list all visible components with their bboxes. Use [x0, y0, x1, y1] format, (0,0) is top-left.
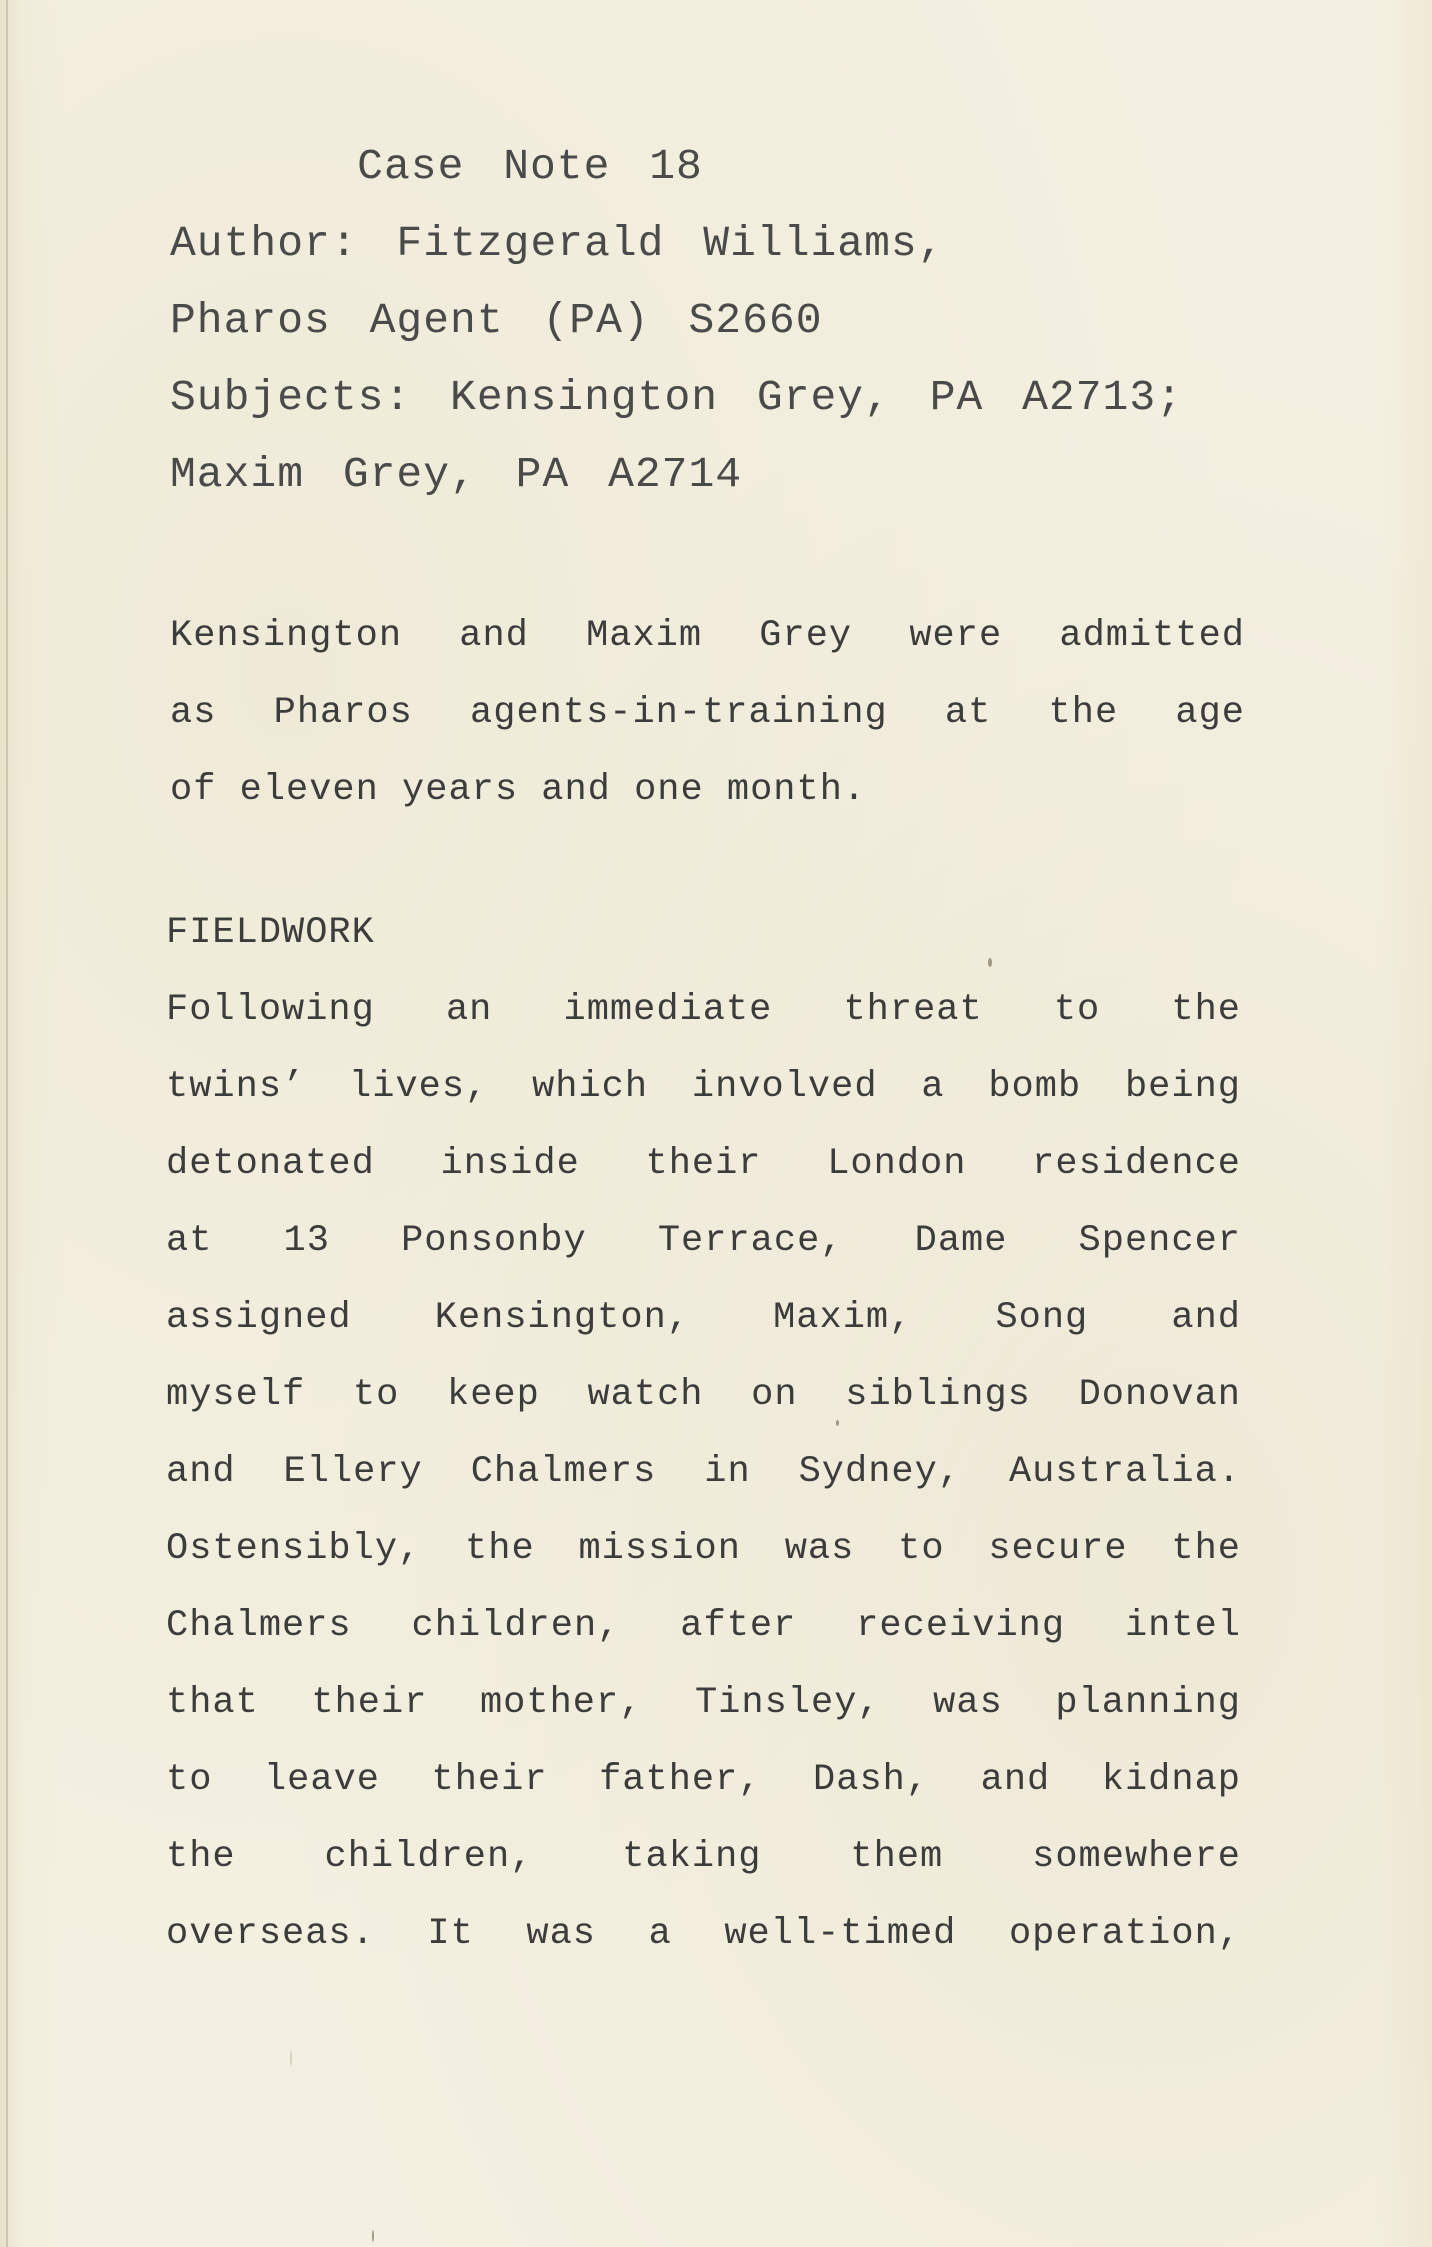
paragraph-line: overseas. It was a well-timed operation,: [166, 1913, 1241, 1955]
paper-speck: [372, 2230, 374, 2242]
paragraph-line: Ostensibly, the mission was to secure the: [166, 1528, 1241, 1570]
author-line: Author: Fitzgerald Williams,: [170, 219, 945, 268]
page-edge-shadow: [6, 0, 8, 2247]
paragraph-line: at 13 Ponsonby Terrace, Dame Spencer: [166, 1220, 1241, 1262]
fieldwork-section: [166, 895, 1241, 1973]
paragraph-line: and Ellery Chalmers in Sydney, Australia.: [166, 1451, 1241, 1493]
section-heading: FIELDWORK: [166, 912, 375, 954]
agent-id-line: Pharos Agent (PA) S2660: [170, 296, 823, 345]
case-note-header: [170, 128, 1270, 513]
paragraph-line: twins’ lives, which involved a bomb being: [166, 1066, 1241, 1108]
paragraph-line: as Pharos agents-in-training at the age: [170, 692, 1245, 734]
paragraph-line: that their mother, Tinsley, was planning: [166, 1682, 1241, 1724]
paragraph-line: myself to keep watch on siblings Donovan: [166, 1374, 1241, 1416]
paper-speck: [290, 2050, 292, 2066]
case-note-title: Case Note 18: [357, 142, 703, 191]
subjects-line-continued: Maxim Grey, PA A2714: [170, 450, 743, 499]
subjects-line: Subjects: Kensington Grey, PA A2713;: [170, 373, 1183, 422]
paragraph-line: assigned Kensington, Maxim, Song and: [166, 1297, 1241, 1339]
intro-paragraph: [170, 598, 1245, 829]
paragraph-line: Chalmers children, after receiving intel: [166, 1605, 1241, 1647]
paragraph-line: to leave their father, Dash, and kidnap: [166, 1759, 1241, 1801]
paragraph-line: detonated inside their London residence: [166, 1143, 1241, 1185]
paper-speck: [988, 958, 992, 967]
paragraph-line: the children, taking them somewhere: [166, 1836, 1241, 1878]
paragraph-line: Following an immediate threat to the: [166, 989, 1241, 1031]
paragraph-line: of eleven years and one month.: [170, 769, 867, 811]
paragraph-line: Kensington and Maxim Grey were admitted: [170, 615, 1245, 657]
paper-speck: [836, 1420, 839, 1426]
